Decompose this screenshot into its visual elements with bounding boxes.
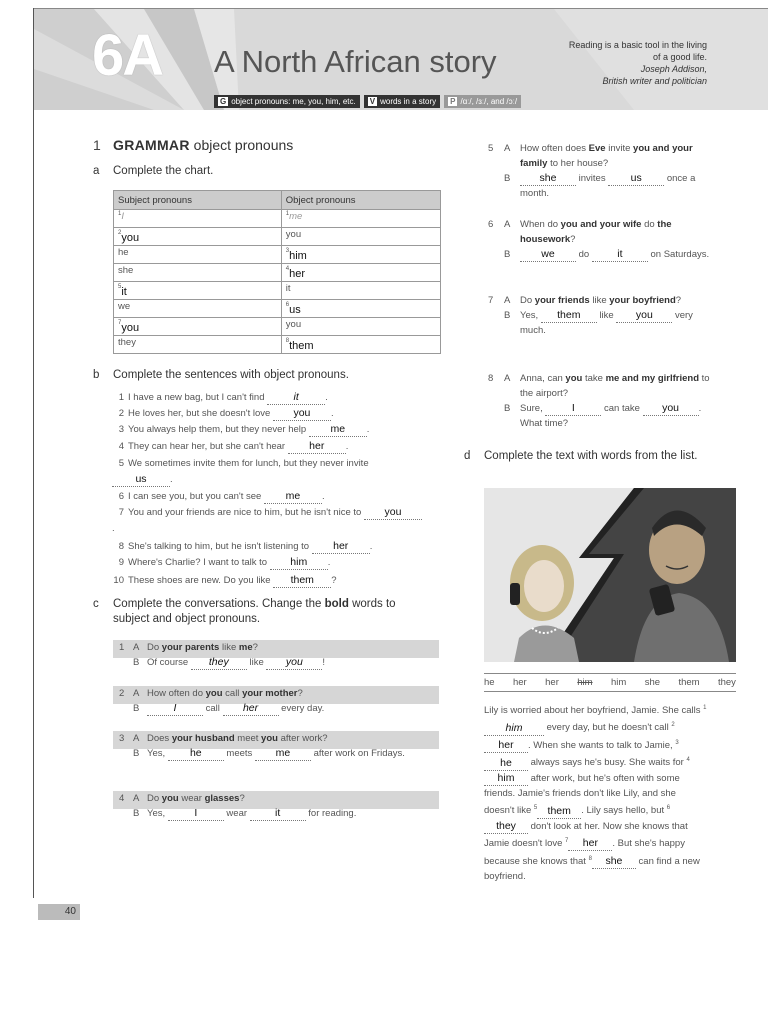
sentence-item bbox=[112, 573, 422, 589]
unit-number: 6A bbox=[92, 23, 163, 88]
chart-cell-object[interactable] bbox=[281, 282, 440, 300]
sentence-number: 3 bbox=[118, 424, 124, 435]
cloze-blank-7[interactable]: her bbox=[568, 837, 612, 851]
chart-cell-subject[interactable] bbox=[114, 282, 282, 300]
line-text: every day. bbox=[278, 703, 325, 714]
line-text: like bbox=[246, 657, 267, 668]
speaker-a: A bbox=[133, 688, 140, 699]
sentence-blank[interactable]: her bbox=[312, 540, 370, 554]
bold-phrase: you bbox=[205, 688, 223, 699]
sentence-text: He loves her, but she doesn't love bbox=[128, 408, 271, 419]
line-text: after work? bbox=[277, 733, 328, 744]
sentence-number: 9 bbox=[118, 557, 124, 568]
pronoun-chart bbox=[113, 190, 441, 354]
quote-author-role: British writer and politician bbox=[602, 76, 707, 86]
chart-row bbox=[114, 300, 441, 318]
bold-phrase: your husband bbox=[171, 733, 235, 744]
bold-phrase: me and my girlfriend bbox=[605, 373, 699, 384]
sentence-text: These shoes are new. Do you like bbox=[128, 575, 271, 586]
cell-number: 3 bbox=[285, 247, 290, 254]
sentence-number: 8 bbox=[118, 541, 124, 552]
subject-pronoun: she bbox=[118, 265, 134, 276]
subject-pronoun: I bbox=[121, 211, 124, 223]
object-pronoun: you bbox=[285, 319, 302, 330]
section-number: 1 bbox=[93, 137, 101, 153]
task-a: a Complete the chart. bbox=[93, 165, 214, 177]
answer-blank[interactable]: you bbox=[616, 309, 672, 323]
line-text: do bbox=[576, 249, 592, 260]
sentence-number: 2 bbox=[118, 408, 124, 419]
speaker-b: B bbox=[133, 808, 140, 819]
chart-cell-subject[interactable] bbox=[114, 300, 282, 318]
sentence-end: . bbox=[170, 474, 173, 485]
line-text: meets bbox=[223, 748, 255, 759]
conversation-7 bbox=[484, 293, 710, 338]
line-a bbox=[484, 217, 710, 247]
object-pronoun: me bbox=[289, 211, 303, 223]
line-a bbox=[484, 141, 710, 171]
sentence-item bbox=[112, 539, 422, 555]
chart-cell-subject[interactable] bbox=[114, 246, 282, 264]
grammar-tag: G object pronouns: me, you, him, etc. bbox=[214, 95, 360, 108]
speaker-a: A bbox=[133, 642, 140, 653]
word-list-item: he bbox=[484, 677, 495, 688]
sentence-number: 1 bbox=[118, 392, 124, 403]
sentence-blank[interactable]: her bbox=[288, 440, 346, 454]
line-text: to the airport? bbox=[520, 373, 710, 399]
line-text: invites bbox=[576, 173, 609, 184]
sentence-text: You and your friends are nice to him, but he isn't nice to bbox=[128, 507, 362, 518]
quote-author: Joseph Addison, bbox=[640, 64, 707, 74]
conversation-6 bbox=[484, 217, 710, 262]
line-text: ? bbox=[675, 295, 682, 306]
sentence-end: . bbox=[366, 424, 370, 435]
bold-phrase: your boyfriend bbox=[609, 295, 676, 306]
conversation-number: 5 bbox=[488, 143, 494, 154]
chart-row bbox=[114, 282, 441, 300]
answer-blank[interactable]: you bbox=[643, 402, 699, 416]
chart-cell-object[interactable] bbox=[281, 264, 440, 282]
line-text: Yes, bbox=[147, 748, 168, 759]
conversation-number: 8 bbox=[488, 373, 494, 384]
speaker-b: B bbox=[504, 310, 511, 321]
page-number: 40 bbox=[38, 904, 80, 920]
line-text: call bbox=[222, 688, 243, 699]
chart-row bbox=[114, 264, 441, 282]
chart-body bbox=[114, 210, 441, 354]
line-text: to her house? bbox=[547, 158, 609, 169]
subject-pronoun: he bbox=[118, 247, 129, 258]
speaker-b: B bbox=[133, 748, 140, 759]
bold-phrase: you bbox=[261, 733, 278, 744]
bold-phrase: your friends bbox=[534, 295, 590, 306]
chart-cell-subject[interactable] bbox=[114, 228, 282, 246]
sentence-number: 6 bbox=[118, 491, 124, 502]
speaker-a: A bbox=[504, 143, 511, 154]
chart-row bbox=[114, 246, 441, 264]
cloze-blank-2[interactable]: her bbox=[484, 739, 528, 753]
answer-blank[interactable]: I bbox=[545, 402, 601, 416]
sentence-end: . bbox=[112, 523, 115, 534]
task-b: b Complete the sentences with object pronouns. bbox=[93, 369, 349, 381]
line-text: on Saturdays. bbox=[647, 249, 710, 260]
line-a bbox=[484, 293, 710, 308]
lesson-tags bbox=[214, 95, 521, 108]
line-text: ? bbox=[239, 793, 245, 804]
line-a bbox=[113, 791, 439, 806]
line-text: like bbox=[219, 642, 239, 653]
sentence-item bbox=[112, 456, 422, 488]
bold-phrase: you bbox=[161, 793, 179, 804]
sentence-blank[interactable]: it bbox=[267, 391, 325, 405]
sentence-text: You always help them, but they never help bbox=[128, 424, 307, 435]
line-a bbox=[113, 686, 439, 701]
sentence-text: I can see you, but you can't see bbox=[128, 491, 262, 502]
word-list-item: him bbox=[610, 677, 627, 688]
line-b bbox=[484, 247, 710, 262]
line-text: after work on Fridays. bbox=[310, 748, 405, 759]
line-a bbox=[113, 731, 439, 746]
sentence-item bbox=[112, 422, 422, 438]
chart-cell-subject[interactable] bbox=[114, 336, 282, 354]
speaker-a: A bbox=[504, 295, 511, 306]
speaker-b: B bbox=[504, 173, 511, 184]
bold-phrase: Eve bbox=[588, 143, 606, 154]
cell-number: 6 bbox=[285, 301, 290, 308]
cell-number: 2 bbox=[118, 229, 122, 236]
chart-cell-object[interactable] bbox=[281, 336, 440, 354]
line-b bbox=[113, 701, 439, 716]
conversation-number: 6 bbox=[488, 219, 494, 230]
line-text: for reading. bbox=[305, 808, 357, 819]
bold-phrase: the housework bbox=[520, 219, 672, 245]
line-text: meet bbox=[234, 733, 262, 744]
line-text: Sure, bbox=[520, 403, 546, 414]
line-text: can take bbox=[601, 403, 643, 414]
answer-blank[interactable]: we bbox=[520, 248, 576, 262]
quote-block bbox=[565, 39, 707, 87]
line-text: wear bbox=[223, 808, 250, 819]
answer-blank[interactable]: it bbox=[592, 248, 648, 262]
line-text: Yes, bbox=[147, 808, 168, 819]
conversation-1 bbox=[113, 640, 439, 670]
line-text: take bbox=[582, 373, 606, 384]
line-text: once a month. bbox=[520, 173, 696, 199]
chart-row bbox=[114, 228, 441, 246]
chart-header-object: Object pronouns bbox=[281, 191, 440, 210]
bold-phrase: your parents bbox=[161, 642, 220, 653]
cloze-text: Lily is worried about her boyfriend, Jamie. She calls $^1$him every day, but he doesn't call $^2$her . When she wants to talk to Jamie, $^3$he always says he's busy. She waits for $^4$him after work, but he's often with some friends. Jamie's friends don't like Lily, and she doesn't like $^5$ them . Lily says hello, but $^6$they don't look at her. Now she knows that Jamie doesn't love $^7$ her . But she's happy because she knows that $^8$ she can find a new boyfriend. bbox=[484, 705, 707, 883]
sentence-end: . bbox=[321, 491, 325, 502]
speaker-b: B bbox=[133, 703, 140, 714]
cell-number: 7 bbox=[118, 319, 122, 326]
line-text: Do bbox=[147, 642, 162, 653]
cloze-blank-8[interactable]: she bbox=[592, 855, 636, 869]
answer-blank[interactable]: her bbox=[223, 702, 279, 716]
bold-phrase: you and your wife bbox=[560, 219, 642, 230]
chart-row bbox=[114, 318, 441, 336]
answer-blank[interactable]: you bbox=[266, 656, 322, 670]
line-text: How often does bbox=[520, 143, 589, 154]
speaker-b: B bbox=[504, 403, 511, 414]
conversation-4 bbox=[113, 791, 439, 821]
speaker-a: A bbox=[133, 793, 140, 804]
cell-number: 4 bbox=[285, 265, 290, 272]
object-pronoun: it bbox=[285, 283, 291, 294]
section-title: GRAMMAR object pronouns bbox=[113, 137, 294, 153]
line-text: Do bbox=[520, 295, 535, 306]
sentence-blank[interactable]: me bbox=[264, 490, 322, 504]
chart-cell-subject[interactable] bbox=[114, 318, 282, 336]
chart-cell-object[interactable] bbox=[281, 246, 440, 264]
sentence-item bbox=[112, 505, 422, 537]
sentence-item bbox=[112, 406, 422, 422]
answer-blank[interactable]: it bbox=[250, 807, 306, 821]
word-list-item: him bbox=[577, 677, 593, 688]
answer-blank[interactable]: they bbox=[191, 656, 247, 670]
line-b bbox=[113, 655, 439, 670]
cloze-blank-5[interactable]: them bbox=[537, 805, 581, 819]
conversation-3 bbox=[113, 731, 439, 761]
line-b bbox=[484, 308, 710, 338]
speaker-b: B bbox=[133, 657, 140, 668]
answer-blank[interactable]: I bbox=[147, 702, 203, 716]
sentence-end: . bbox=[345, 441, 349, 452]
sentence-number: 5 bbox=[118, 458, 124, 469]
sentence-end: . bbox=[330, 408, 334, 419]
couple-phone-illustration bbox=[484, 488, 736, 662]
sentence-number: 4 bbox=[118, 441, 124, 452]
line-text: do bbox=[641, 219, 658, 230]
chart-cell-subject[interactable] bbox=[114, 210, 282, 228]
word-list-item: they bbox=[717, 677, 736, 688]
sentence-text: Where's Charlie? I want to talk to bbox=[128, 557, 268, 568]
line-text: Yes, bbox=[520, 310, 541, 321]
word-list-item: them bbox=[678, 677, 700, 688]
bold-phrase: glasses bbox=[204, 793, 240, 804]
unit-title: A North African story bbox=[214, 44, 497, 79]
line-text: like bbox=[589, 295, 610, 306]
cell-number: 8 bbox=[285, 337, 290, 344]
speaker-a: A bbox=[504, 219, 511, 230]
cloze-blank-1[interactable]: him bbox=[484, 722, 544, 736]
chart-row bbox=[114, 210, 441, 228]
task-c: c Complete the conversations. Change the bold words to subject and object pronouns. bbox=[93, 598, 396, 625]
cloze-blank-3[interactable]: he bbox=[484, 757, 528, 771]
sentence-end: ? bbox=[331, 575, 337, 586]
line-text: ? bbox=[570, 234, 576, 245]
cell-number: 1 bbox=[118, 211, 122, 217]
sentence-item bbox=[112, 390, 422, 406]
subject-pronoun: we bbox=[118, 301, 131, 312]
speaker-b: B bbox=[504, 249, 511, 260]
line-b bbox=[113, 746, 439, 761]
answer-blank[interactable]: us bbox=[608, 172, 664, 186]
conversation-number: 4 bbox=[119, 793, 125, 804]
line-text: Do bbox=[147, 793, 162, 804]
line-text: ? bbox=[297, 688, 303, 699]
line-text: . What time? bbox=[520, 403, 702, 429]
line-text: When do bbox=[520, 219, 561, 230]
sentence-text: I have a new bag, but I can't find bbox=[128, 392, 265, 403]
line-b bbox=[113, 806, 439, 821]
line-text: very much. bbox=[520, 310, 693, 336]
conversation-number: 1 bbox=[119, 642, 125, 653]
line-b bbox=[484, 401, 710, 431]
sentence-text: She's talking to him, but he isn't listening to bbox=[128, 541, 310, 552]
sentence-number: 10 bbox=[113, 575, 124, 586]
object-pronoun: them bbox=[289, 340, 314, 352]
chart-cell-object[interactable] bbox=[281, 228, 440, 246]
sentence-number: 7 bbox=[118, 507, 124, 518]
task-d: d Complete the text with words from the list. bbox=[464, 450, 698, 462]
line-text: invite bbox=[605, 143, 634, 154]
subject-pronoun: you bbox=[121, 232, 140, 244]
answer-blank[interactable]: she bbox=[520, 172, 576, 186]
bold-phrase: you bbox=[565, 373, 583, 384]
sentence-end: . bbox=[325, 392, 328, 403]
chart-cell-object[interactable] bbox=[281, 210, 440, 228]
subject-pronoun: it bbox=[121, 286, 127, 298]
object-pronoun: you bbox=[285, 229, 302, 240]
story-illustration bbox=[484, 488, 736, 662]
word-list-item: her bbox=[545, 677, 559, 688]
answer-blank[interactable]: I bbox=[168, 807, 224, 821]
chart-cell-object[interactable] bbox=[281, 318, 440, 336]
sentence-item bbox=[112, 489, 422, 505]
subject-pronoun: they bbox=[118, 337, 136, 348]
sentence-text: We sometimes invite them for lunch, but they never invite bbox=[128, 458, 369, 469]
line-text: call bbox=[203, 703, 223, 714]
sentence-blank[interactable]: them bbox=[273, 574, 331, 588]
line-text: wear bbox=[178, 793, 205, 804]
object-pronoun: us bbox=[289, 304, 301, 316]
word-list bbox=[484, 673, 736, 692]
conversation-8 bbox=[484, 371, 710, 431]
conversation-number: 2 bbox=[119, 688, 125, 699]
answer-blank[interactable]: me bbox=[255, 747, 311, 761]
bold-phrase: your mother bbox=[242, 688, 298, 699]
line-text: Does bbox=[147, 733, 172, 744]
answer-blank[interactable]: he bbox=[168, 747, 224, 761]
line-b bbox=[484, 171, 710, 201]
vocabulary-tag: V words in a story bbox=[364, 95, 440, 108]
cloze-blank-4[interactable]: him bbox=[484, 772, 528, 786]
line-a bbox=[484, 371, 710, 401]
sentence-item bbox=[112, 555, 422, 571]
sentence-end: . bbox=[327, 557, 331, 568]
cell-number: 5 bbox=[118, 283, 122, 290]
speaker-a: A bbox=[133, 733, 140, 744]
sentence-blank[interactable]: me bbox=[309, 423, 367, 437]
conversation-5 bbox=[484, 141, 710, 201]
word-list-item: her bbox=[512, 677, 527, 688]
sentence-item bbox=[112, 439, 422, 455]
word-list-item: she bbox=[644, 677, 661, 688]
line-text: How often do bbox=[147, 688, 206, 699]
object-pronoun: him bbox=[289, 250, 307, 262]
answer-blank[interactable]: them bbox=[541, 309, 597, 323]
cloze-blank-6[interactable]: they bbox=[484, 820, 528, 834]
chart-header-subject: Subject pronouns bbox=[114, 191, 282, 210]
conversation-2 bbox=[113, 686, 439, 716]
quote-text: Reading is a basic tool in the living of a good life. bbox=[568, 40, 707, 62]
sentence-blank[interactable]: him bbox=[270, 556, 328, 570]
conversation-number: 7 bbox=[488, 295, 494, 306]
line-text: like bbox=[596, 310, 617, 321]
sentence-blank[interactable]: you bbox=[364, 506, 422, 520]
bold-phrase: me bbox=[238, 642, 253, 653]
cell-number: 1 bbox=[285, 211, 290, 217]
sentence-blank[interactable]: you bbox=[273, 407, 331, 421]
speaker-a: A bbox=[504, 373, 511, 384]
sentence-blank[interactable]: us bbox=[112, 473, 170, 487]
chart-cell-subject[interactable] bbox=[114, 264, 282, 282]
pronunciation-tag: P /ɑː/, /ɜː/, and /ɔː/ bbox=[444, 95, 521, 108]
line-text: ? bbox=[252, 642, 258, 653]
line-text: Anna, can bbox=[520, 373, 566, 384]
chart-cell-object[interactable] bbox=[281, 300, 440, 318]
line-text: ! bbox=[322, 657, 326, 668]
chart-row bbox=[114, 336, 441, 354]
object-pronoun: her bbox=[289, 268, 306, 280]
sentence-text: They can hear her, but she can't hear bbox=[128, 441, 286, 452]
bold-phrase: you and your family bbox=[520, 143, 693, 169]
conversation-number: 3 bbox=[119, 733, 125, 744]
sentence-end: . bbox=[369, 541, 373, 552]
line-a bbox=[113, 640, 439, 655]
line-text: Of course bbox=[147, 657, 191, 668]
subject-pronoun: you bbox=[121, 322, 140, 334]
